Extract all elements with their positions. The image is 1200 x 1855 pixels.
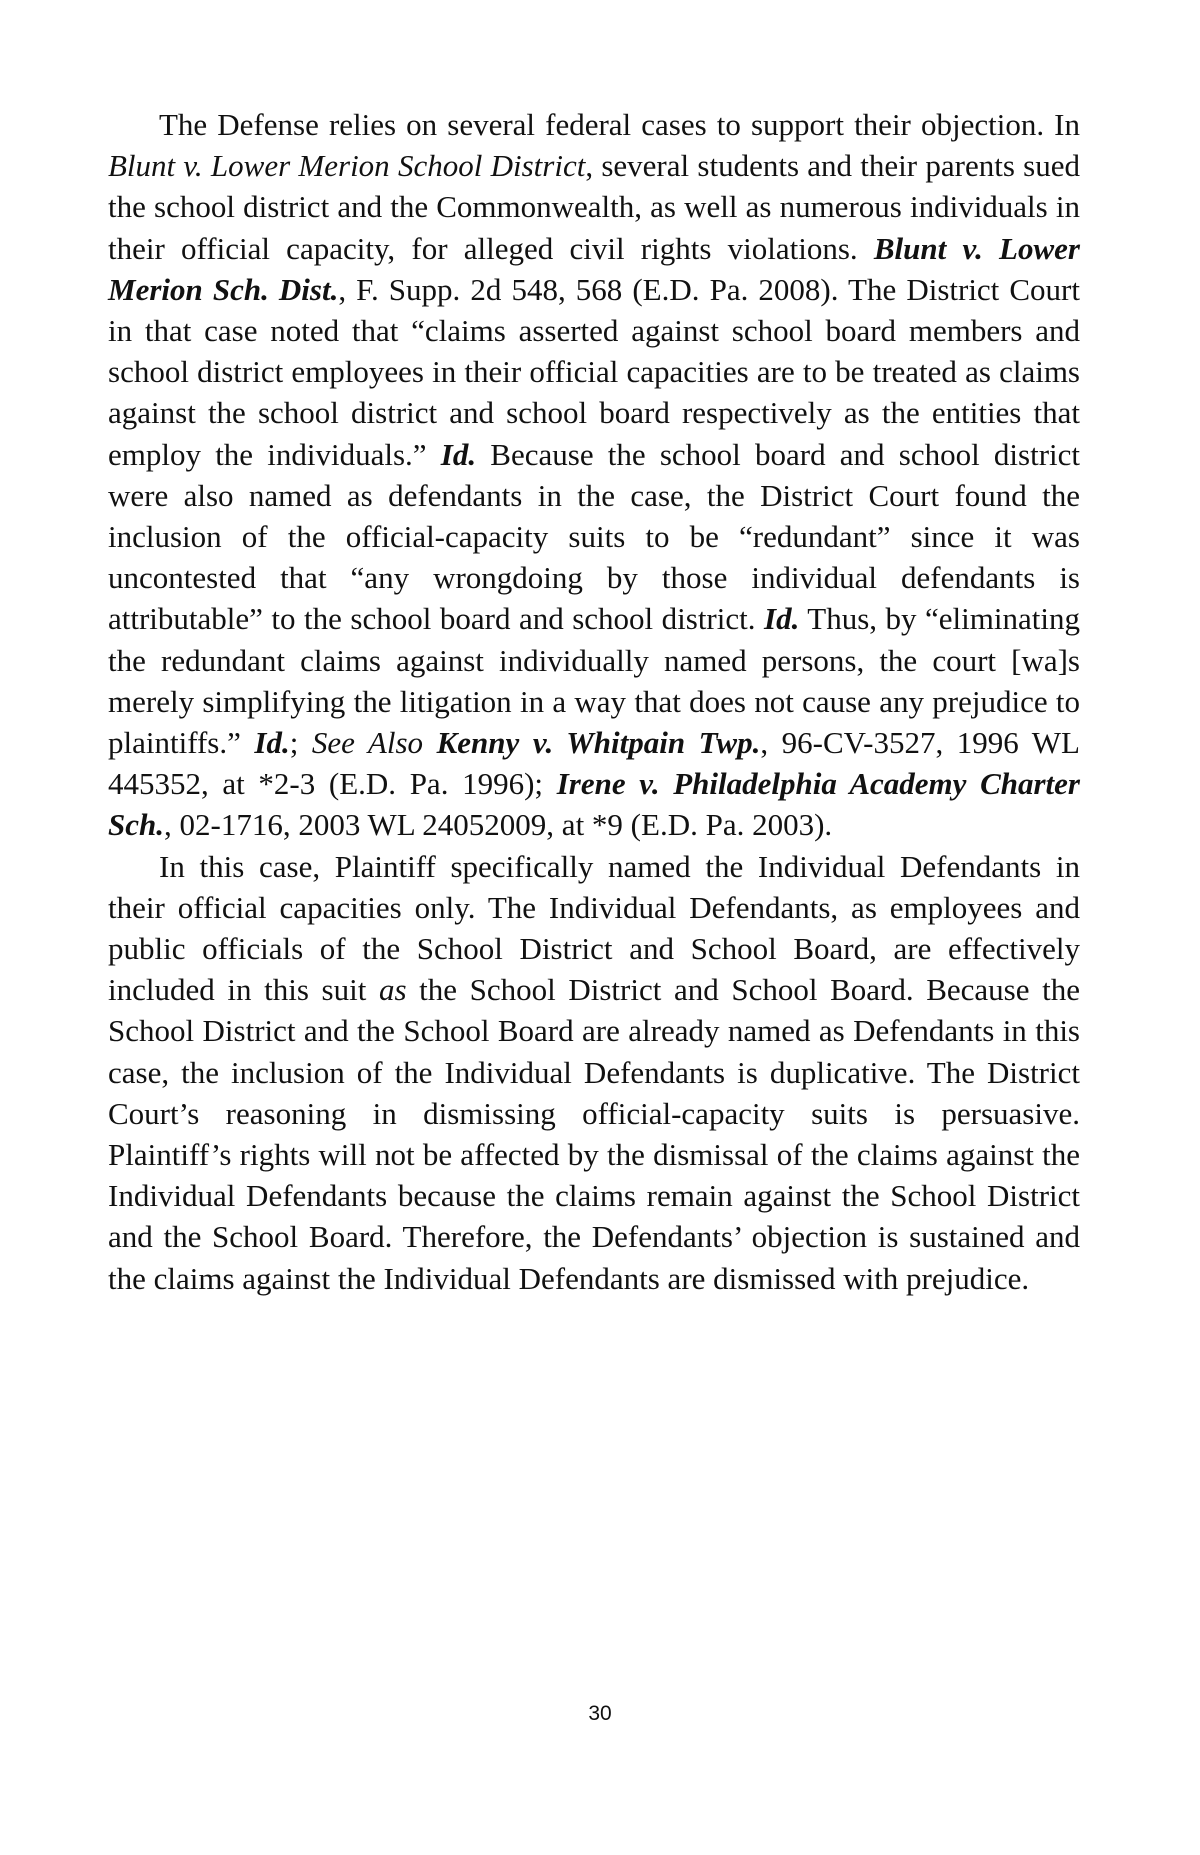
signal-see-also: See Also [311,725,424,761]
text-run: In this case, Plaintiff specifically named the Individual Defendants in their official capacities only. The Individual Defendants, as employees and public officials of the School District and School Board, are effectively included in this suit [108,848,1080,1008]
id-citation: Id. [764,601,800,637]
case-citation-italic: Blunt v. Lower Merion School District [108,148,586,184]
case-citation-bold: Irene v. Philadelphia Academy Charter Sch. [108,766,1080,843]
body-text [108,104,1080,1299]
text-run: The Defense relies on several federal cases to support their objection. In [159,107,1080,142]
text-run: , 96-CV-3527, 1996 WL 445352, at *2-3 (E.D. Pa. 1996); [108,725,1080,802]
paragraph-holding [108,846,1080,1299]
text-run: Because the school board and school district were also named as defendants in the case, the District Court found the inclusion of the official-capacity suits to be “redundant” since it was uncontested that “any wrongdoing by those individual defendants is attributable” to the school board and school district. [108,436,1080,637]
text-run: the School District and School Board. Because the School District and the School Board are already named as Defendants in this case, the inclusion of the Individual Defendants is duplicative. The District Court’s reasoning in dismissing official-capacity suits is persuasive. Plaintiff’s rights will not be affected by the dismissal of the claims against the Individual Defendants because the claims remain against the School District and the School Board. Therefore, the Defendants’ objection is sustained and the claims against the Individual Defendants are dismissed with prejudice. [108,972,1080,1296]
text-run [423,725,437,760]
page-number: 30 [588,1702,612,1725]
text-run: Thus, by “eliminating the redundant claims against individually named persons, the court [wa]s merely simplifying the litigation in a way that does not cause any prejudice to plaintiffs.” [108,601,1080,761]
emphasis-as: as [378,972,407,1008]
id-citation: Id. [254,725,290,761]
text-run: , several students and their parents sued the school district and the Commonwealth, as well as numerous individuals in their official capacity, for alleged civil rights violations. [108,148,1080,266]
case-citation-bold: Kenny v. Whitpain Twp. [436,725,761,761]
id-citation: Id. [440,436,477,472]
text-run: , 02-1716, 2003 WL 24052009, at *9 (E.D. Pa. 2003). [164,807,833,843]
paragraph-defense-cases [108,104,1080,846]
case-citation-bold: Blunt v. Lower Merion Sch. Dist. [108,230,1080,307]
text-run: ; [289,725,312,761]
text-run: , F. Supp. 2d 548, 568 (E.D. Pa. 2008). The District Court in that case noted that “claims asserted against school board members and school district employees in their official capacities are to be treated as claims against the school district and school board respectively as the entities that employ the individuals.” [108,271,1080,472]
